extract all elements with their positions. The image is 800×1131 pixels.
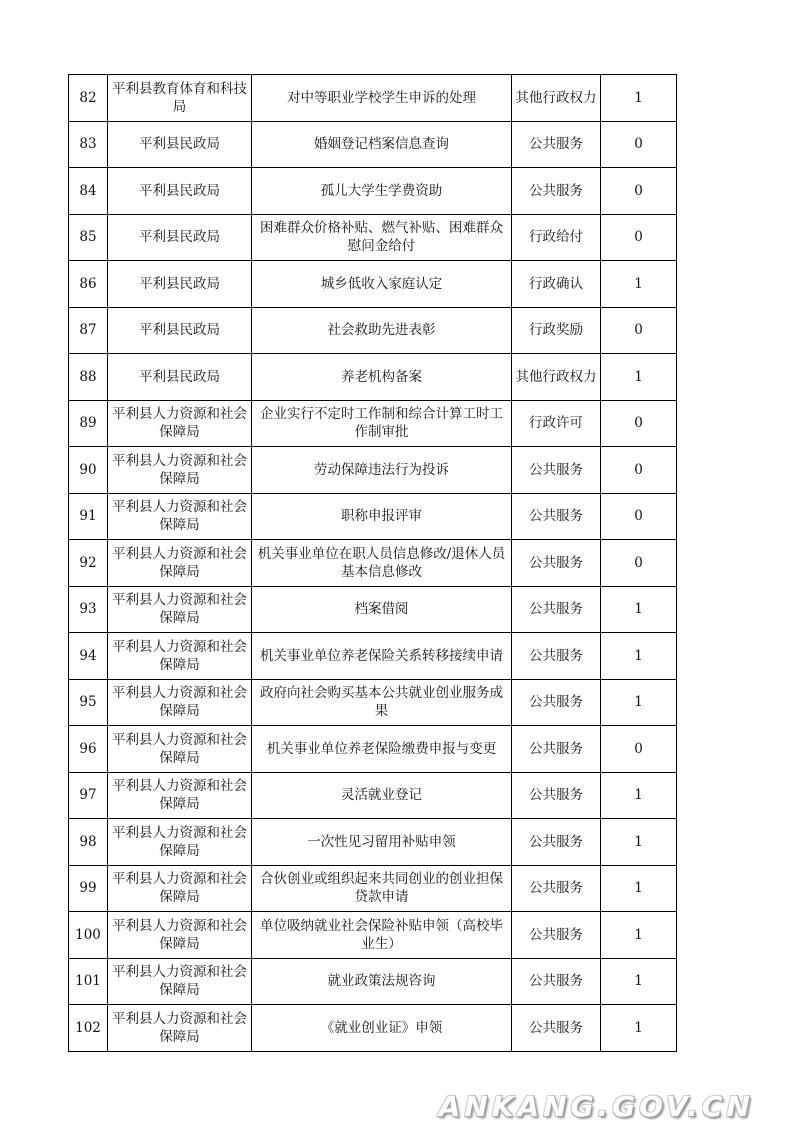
power-type-cell: 公共服务 bbox=[512, 865, 601, 912]
department-cell: 平利县人力资源和社会保障局 bbox=[108, 540, 252, 587]
department-cell: 平利县教育体育和科技局 bbox=[108, 75, 252, 122]
table-row bbox=[69, 540, 677, 587]
row-number-cell: 87 bbox=[69, 307, 108, 354]
count-cell: 1 bbox=[601, 586, 677, 633]
item-name-cell: 就业政策法规咨询 bbox=[252, 958, 512, 1005]
table-row bbox=[69, 447, 677, 494]
row-number-cell: 85 bbox=[69, 214, 108, 261]
item-name-cell: 一次性见习留用补贴申领 bbox=[252, 819, 512, 866]
item-name-cell: 养老机构备案 bbox=[252, 354, 512, 401]
power-type-cell: 公共服务 bbox=[512, 819, 601, 866]
department-cell: 平利县人力资源和社会保障局 bbox=[108, 912, 252, 959]
count-cell: 0 bbox=[601, 726, 677, 773]
power-type-cell: 行政确认 bbox=[512, 261, 601, 308]
power-type-cell: 公共服务 bbox=[512, 726, 601, 773]
row-number-cell: 88 bbox=[69, 354, 108, 401]
item-name-cell: 婚姻登记档案信息查询 bbox=[252, 121, 512, 168]
table-body bbox=[69, 75, 677, 1052]
department-cell: 平利县人力资源和社会保障局 bbox=[108, 1005, 252, 1052]
row-number-cell: 83 bbox=[69, 121, 108, 168]
department-cell: 平利县人力资源和社会保障局 bbox=[108, 493, 252, 540]
table-row bbox=[69, 726, 677, 773]
row-number-cell: 90 bbox=[69, 447, 108, 494]
table-row bbox=[69, 261, 677, 308]
row-number-cell: 102 bbox=[69, 1005, 108, 1052]
power-type-cell: 公共服务 bbox=[512, 633, 601, 680]
table-row bbox=[69, 586, 677, 633]
table-row bbox=[69, 1005, 677, 1052]
department-cell: 平利县民政局 bbox=[108, 261, 252, 308]
table-row bbox=[69, 400, 677, 447]
table-row bbox=[69, 633, 677, 680]
item-name-cell: 对中等职业学校学生申诉的处理 bbox=[252, 75, 512, 122]
count-cell: 1 bbox=[601, 819, 677, 866]
power-type-cell: 行政许可 bbox=[512, 400, 601, 447]
department-cell: 平利县人力资源和社会保障局 bbox=[108, 400, 252, 447]
item-name-cell: 劳动保障违法行为投诉 bbox=[252, 447, 512, 494]
count-cell: 1 bbox=[601, 865, 677, 912]
count-cell: 0 bbox=[601, 307, 677, 354]
power-type-cell: 公共服务 bbox=[512, 958, 601, 1005]
row-number-cell: 91 bbox=[69, 493, 108, 540]
item-name-cell: 机关事业单位养老保险缴费申报与变更 bbox=[252, 726, 512, 773]
department-cell: 平利县人力资源和社会保障局 bbox=[108, 633, 252, 680]
table-row bbox=[69, 354, 677, 401]
table-row bbox=[69, 214, 677, 261]
table-row bbox=[69, 772, 677, 819]
power-type-cell: 公共服务 bbox=[512, 772, 601, 819]
item-name-cell: 机关事业单位养老保险关系转移接续申请 bbox=[252, 633, 512, 680]
row-number-cell: 101 bbox=[69, 958, 108, 1005]
table-row bbox=[69, 679, 677, 726]
item-name-cell: 社会救助先进表彰 bbox=[252, 307, 512, 354]
row-number-cell: 84 bbox=[69, 168, 108, 215]
power-list-table bbox=[68, 74, 677, 1052]
item-name-cell: 职称申报评审 bbox=[252, 493, 512, 540]
count-cell: 0 bbox=[601, 400, 677, 447]
count-cell: 0 bbox=[601, 493, 677, 540]
item-name-cell: 灵活就业登记 bbox=[252, 772, 512, 819]
item-name-cell: 《就业创业证》申领 bbox=[252, 1005, 512, 1052]
power-type-cell: 公共服务 bbox=[512, 586, 601, 633]
department-cell: 平利县人力资源和社会保障局 bbox=[108, 726, 252, 773]
row-number-cell: 82 bbox=[69, 75, 108, 122]
power-type-cell: 其他行政权力 bbox=[512, 354, 601, 401]
table-row bbox=[69, 912, 677, 959]
count-cell: 1 bbox=[601, 261, 677, 308]
row-number-cell: 95 bbox=[69, 679, 108, 726]
count-cell: 1 bbox=[601, 912, 677, 959]
item-name-cell: 单位吸纳就业社会保险补贴申领（高校毕业生） bbox=[252, 912, 512, 959]
department-cell: 平利县民政局 bbox=[108, 168, 252, 215]
power-type-cell: 公共服务 bbox=[512, 1005, 601, 1052]
table-row bbox=[69, 958, 677, 1005]
power-type-cell: 公共服务 bbox=[512, 493, 601, 540]
row-number-cell: 99 bbox=[69, 865, 108, 912]
count-cell: 0 bbox=[601, 540, 677, 587]
item-name-cell: 孤儿大学生学费资助 bbox=[252, 168, 512, 215]
table-row bbox=[69, 75, 677, 122]
row-number-cell: 92 bbox=[69, 540, 108, 587]
department-cell: 平利县民政局 bbox=[108, 214, 252, 261]
count-cell: 1 bbox=[601, 679, 677, 726]
item-name-cell: 政府向社会购买基本公共就业创业服务成果 bbox=[252, 679, 512, 726]
department-cell: 平利县人力资源和社会保障局 bbox=[108, 586, 252, 633]
row-number-cell: 100 bbox=[69, 912, 108, 959]
department-cell: 平利县人力资源和社会保障局 bbox=[108, 679, 252, 726]
item-name-cell: 合伙创业或组织起来共同创业的创业担保贷款申请 bbox=[252, 865, 512, 912]
row-number-cell: 96 bbox=[69, 726, 108, 773]
row-number-cell: 86 bbox=[69, 261, 108, 308]
power-type-cell: 公共服务 bbox=[512, 679, 601, 726]
count-cell: 1 bbox=[601, 772, 677, 819]
power-type-cell: 行政给付 bbox=[512, 214, 601, 261]
department-cell: 平利县人力资源和社会保障局 bbox=[108, 819, 252, 866]
count-cell: 0 bbox=[601, 168, 677, 215]
department-cell: 平利县民政局 bbox=[108, 121, 252, 168]
item-name-cell: 城乡低收入家庭认定 bbox=[252, 261, 512, 308]
count-cell: 1 bbox=[601, 1005, 677, 1052]
department-cell: 平利县人力资源和社会保障局 bbox=[108, 958, 252, 1005]
power-type-cell: 行政奖励 bbox=[512, 307, 601, 354]
table-row bbox=[69, 865, 677, 912]
item-name-cell: 档案借阅 bbox=[252, 586, 512, 633]
department-cell: 平利县民政局 bbox=[108, 354, 252, 401]
count-cell: 0 bbox=[601, 447, 677, 494]
table-row bbox=[69, 307, 677, 354]
count-cell: 1 bbox=[601, 354, 677, 401]
department-cell: 平利县人力资源和社会保障局 bbox=[108, 772, 252, 819]
item-name-cell: 企业实行不定时工作制和综合计算工时工作制审批 bbox=[252, 400, 512, 447]
count-cell: 0 bbox=[601, 121, 677, 168]
power-type-cell: 公共服务 bbox=[512, 447, 601, 494]
table-row bbox=[69, 819, 677, 866]
power-type-cell: 公共服务 bbox=[512, 168, 601, 215]
count-cell: 0 bbox=[601, 214, 677, 261]
power-type-cell: 公共服务 bbox=[512, 912, 601, 959]
row-number-cell: 89 bbox=[69, 400, 108, 447]
row-number-cell: 98 bbox=[69, 819, 108, 866]
item-name-cell: 困难群众价格补贴、燃气补贴、困难群众慰问金给付 bbox=[252, 214, 512, 261]
department-cell: 平利县民政局 bbox=[108, 307, 252, 354]
row-number-cell: 94 bbox=[69, 633, 108, 680]
power-type-cell: 其他行政权力 bbox=[512, 75, 601, 122]
table-row bbox=[69, 168, 677, 215]
item-name-cell: 机关事业单位在职人员信息修改/退休人员基本信息修改 bbox=[252, 540, 512, 587]
power-type-cell: 公共服务 bbox=[512, 121, 601, 168]
row-number-cell: 93 bbox=[69, 586, 108, 633]
department-cell: 平利县人力资源和社会保障局 bbox=[108, 865, 252, 912]
site-watermark: ANKANG.GOV.CN bbox=[438, 1090, 754, 1123]
count-cell: 1 bbox=[601, 958, 677, 1005]
table-row bbox=[69, 121, 677, 168]
count-cell: 1 bbox=[601, 75, 677, 122]
count-cell: 1 bbox=[601, 633, 677, 680]
power-type-cell: 公共服务 bbox=[512, 540, 601, 587]
department-cell: 平利县人力资源和社会保障局 bbox=[108, 447, 252, 494]
row-number-cell: 97 bbox=[69, 772, 108, 819]
table-row bbox=[69, 493, 677, 540]
